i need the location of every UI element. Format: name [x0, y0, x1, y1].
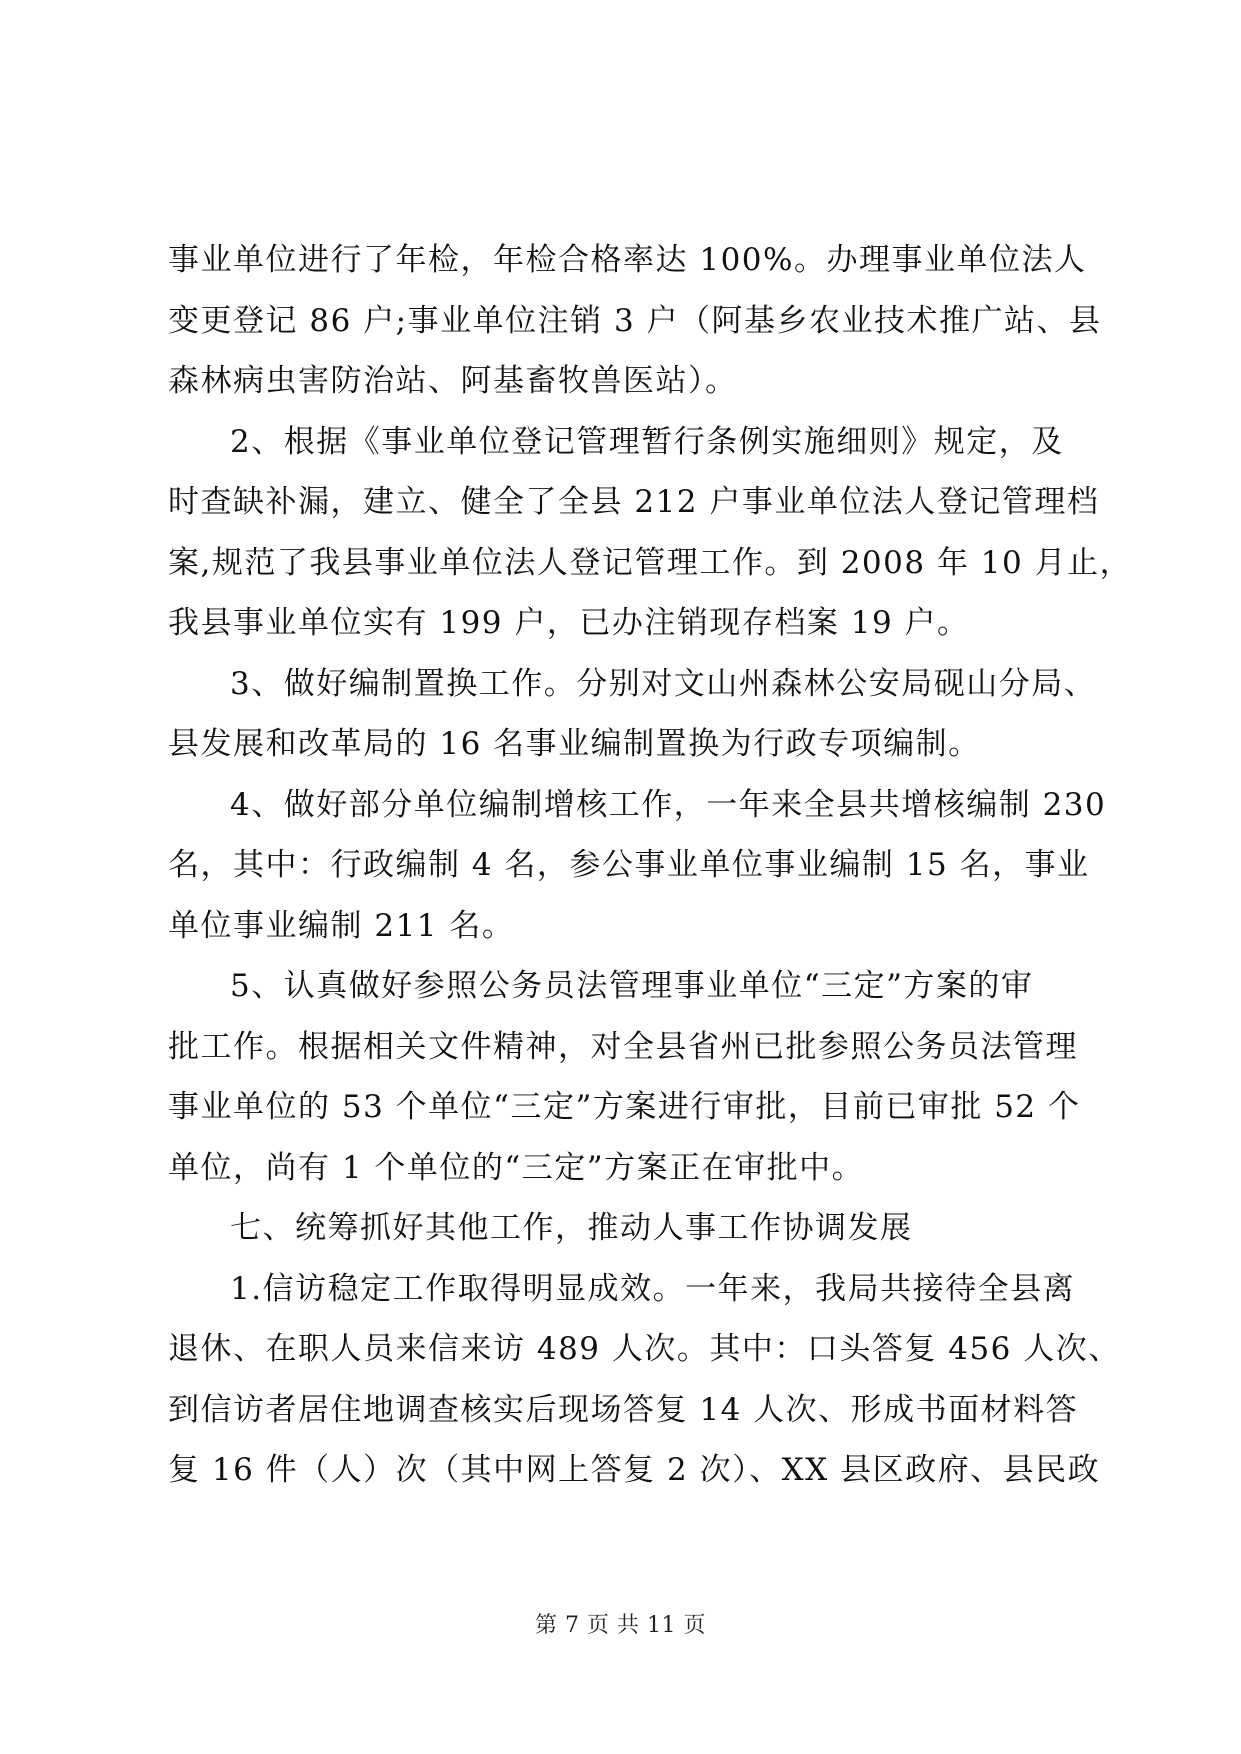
text-line: 2、根据《事业单位登记管理暂行条例实施细则》规定，及: [230, 423, 1064, 460]
text-line: 复 16 件（人）次（其中网上答复 2 次）、XX 县区政府、县民政: [168, 1452, 1101, 1488]
text-line: 1.信访稳定工作取得明显成效。一年来，我局共接待全县离: [230, 1270, 1076, 1307]
text-line: 批工作。根据相关文件精神，对全县省州已批参照公务员法管理: [168, 1028, 1078, 1065]
text-line: 案,规范了我县事业单位法人登记管理工作。到 2008 年 10 月止，: [168, 544, 1133, 581]
text-line: 到信访者居住地调查核实后现场答复 14 人次、形成书面材料答: [168, 1391, 1079, 1428]
text-line: 5、认真做好参照公务员法管理事业单位“三定”方案的审: [230, 968, 1034, 1004]
page-footer: 第 7 页 共 11 页: [535, 1613, 706, 1638]
text-line: 单位事业编制 211 名。: [168, 907, 515, 944]
text-line: 我县事业单位实有 199 户，已办注销现存档案 19 户。: [168, 605, 970, 641]
text-line: 单位，尚有 1 个单位的“三定”方案正在审批中。: [168, 1149, 865, 1186]
body-text: [168, 230, 1133, 1501]
text-line: 事业单位进行了年检，年检合格率达 100%。办理事业单位法人: [168, 242, 1087, 278]
text-line: 七、统筹抓好其他工作，推动人事工作协调发展: [230, 1210, 913, 1246]
text-line: 事业单位的 53 个单位“三定”方案进行审批，目前已审批 52 个: [168, 1089, 1081, 1125]
text-line: 4、做好部分单位编制增核工作，一年来全县共增核编制 230: [230, 786, 1107, 823]
text-line: 森林病虫害防治站、阿基畜牧兽医站）。: [168, 363, 738, 399]
text-line: 时查缺补漏，建立、健全了全县 212 户事业单位法人登记管理档: [168, 484, 1100, 520]
text-line: 变更登记 86 户;事业单位注销 3 户（阿基乡农业技术推广站、县: [168, 302, 1102, 339]
text-line: 3、做好编制置换工作。分别对文山州森林公安局砚山分局、: [230, 665, 1097, 702]
text-line: 退休、在职人员来信来访 489 人次。其中：口头答复 456 人次、: [168, 1331, 1121, 1367]
text-line: 县发展和改革局的 16 名事业编制置换为行政专项编制。: [168, 726, 981, 762]
text-line: 名，其中：行政编制 4 名，参公事业单位事业编制 15 名，事业: [168, 847, 1090, 883]
